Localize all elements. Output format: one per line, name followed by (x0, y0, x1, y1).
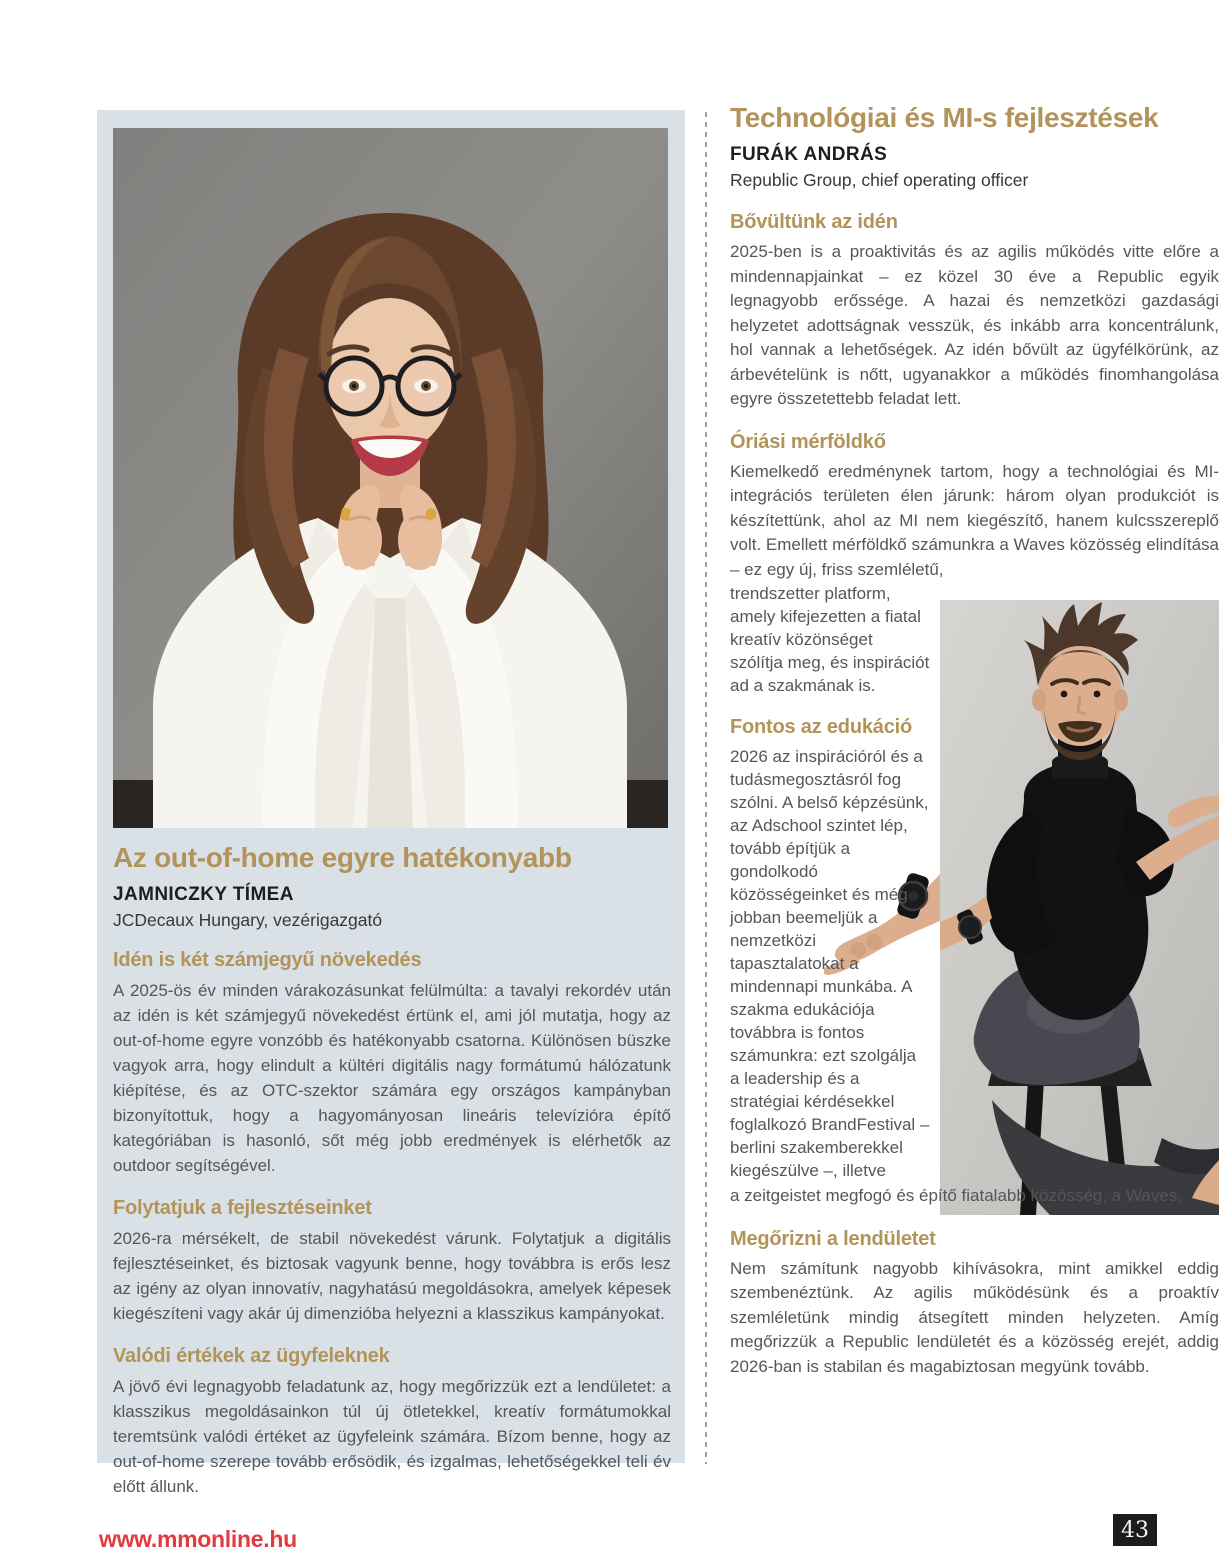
left-section-body-2: 2026-ra mérsékelt, de stabil növekedést várunk. Folytatjuk a digitális fejlesztéseinket, és biztosak vagyunk benne, hogy továbbra is erős lesz az igény az olyan innovatív, nagyhatású megoldásokra, amelyek képesek kiegészíteni vagy akár új dimenzióba helyezni a klasszikus kampányokat. (113, 1229, 671, 1323)
left-section-heading-1: Idén is két számjegyű növekedés (113, 949, 422, 971)
left-author-name: JAMNICZKY TÍMEA (113, 884, 294, 905)
right-section-body-4: Nem számítunk nagyobb kihívásokra, mint amikkel eddig szembenéztünk. Az agilis működésünk és a proaktív szemléletünk mindig átsegített minden helyzeten. Amíg megőrizzük a Republic lendületét és a közösség erejét, addig 2026-ban is stabilan és magabiztosan megyünk tovább. (730, 1258, 1219, 1376)
page-number-box (1113, 1514, 1157, 1546)
right-author-name: FURÁK ANDRÁS (730, 144, 888, 165)
right-section-body-2-narrow: trendszetter platform, amely kifejezetten a fiatal kreatív közönséget szólítja meg, és inspirációt ad a szakmának is. (730, 584, 930, 695)
right-author-role: Republic Group, chief operating officer (730, 170, 1029, 190)
left-section-heading-2: Folytatjuk a fejlesztéseinket (113, 1197, 372, 1219)
left-section-body-3: A jövő évi legnagyobb feladatunk az, hogy megőrizzük ezt a lendületet: a klasszikus megoldásainkon túl új ötletekkel, kreatív formátumokkal teremtsünk valódi értéket az ügyfeleink számára. Bízom benne, hogy az out-of-home szerepe tovább erősödik, és izgalmas, lehetőségekkel teli év előtt állunk. (113, 1377, 671, 1496)
left-article-headline: Az out-of-home egyre hatékonyabb (113, 842, 572, 873)
left-article-panel (97, 110, 685, 1496)
right-section-heading-2: Óriási mérföldkő (730, 430, 886, 453)
page-number: 43 (1121, 1517, 1149, 1543)
right-section-body-1: 2025-ben is a proaktivitás és az agilis működés vitte előre a mindennapjainkat – ez közel 30 éve a Republic egyik legnagyobb erőssége. A hazai és nemzetközi gazdasági helyzetet adottságnak vesszük, és inkább arra koncentrálunk, hol vannak a lehetőségek. Az idén bővült az ügyfélkörünk, az árbevételünk is nőtt, ugyanakkor a működés finomhangolása egyre összetettebb feladat lett. (730, 242, 1219, 408)
right-section-heading-4: Megőrizni a lendületet (730, 1227, 936, 1250)
right-section-heading-3: Fontos az edukáció (730, 716, 912, 738)
right-section-heading-1: Bővültünk az idén (730, 211, 898, 233)
left-author-role: JCDecaux Hungary, vezérigazgató (113, 910, 383, 930)
column-divider (705, 112, 707, 1464)
right-article-column (730, 100, 1219, 1379)
right-section-body-3-narrow: 2026 az inspirációról és a tudásmegosztásról fog szólni. A belső képzésünk, az Adschool szintet lép, tovább építjük a gondolkodó közösségeinket és még jobban beemeljük a nemzetközi tapasztalatokat a mindennapi munkába. A szakma edukációja továbbra is fontos számunkra: ezt szolgálja a leadership és a stratégiai kérdésekkel foglalkozó BrandFestival – berlini szakemberekkel kiegészülve –, illetve (730, 747, 930, 1180)
right-article-headline: Technológiai és MI-s fejlesztések (730, 102, 1159, 133)
left-section-body-1: A 2025-ös év minden várakozásunkat felülmúlta: a tavalyi rekordév után az idén is két számjegyű növekedést értünk el, ami jól mutatja, hogy az out-of-home egyre vonzóbb és hatékonyabb csatorna. Különösen büszke vagyok arra, hogy elindult a kültéri digitális nagy formátumú hálózatunk kiépítése, és az OTC-szektor számára egy országos kampányban bizonyítottuk, hogy a hagyományosan lineáris televízióra építő kategóriában is hasonló, sőt még jobb eredmények is elérhetők az outdoor segítségével. (113, 981, 671, 1175)
right-section-body-3-wide: a zeitgeistet megfogó és építő fiatalabb közösség, a Waves. (730, 1186, 1183, 1205)
woman-portrait-photo (113, 128, 668, 828)
right-section-body-2-wide: Kiemelkedő eredménynek tartom, hogy a technológiai és MI-integrációs területen élen járunk: három olyan produkciót is készítettünk, ahol az MI nem kiegészítő, hanem kulcsszereplő volt. Emellett mérföldkő számunkra a Waves közösség elindítása – ez egy új, friss szemléletű, (730, 461, 1219, 579)
footer-url[interactable]: www.mmonline.hu (99, 1526, 297, 1552)
left-section-heading-3: Valódi értékek az ügyfeleknek (113, 1345, 390, 1367)
woman-photo-illustration (113, 128, 668, 828)
